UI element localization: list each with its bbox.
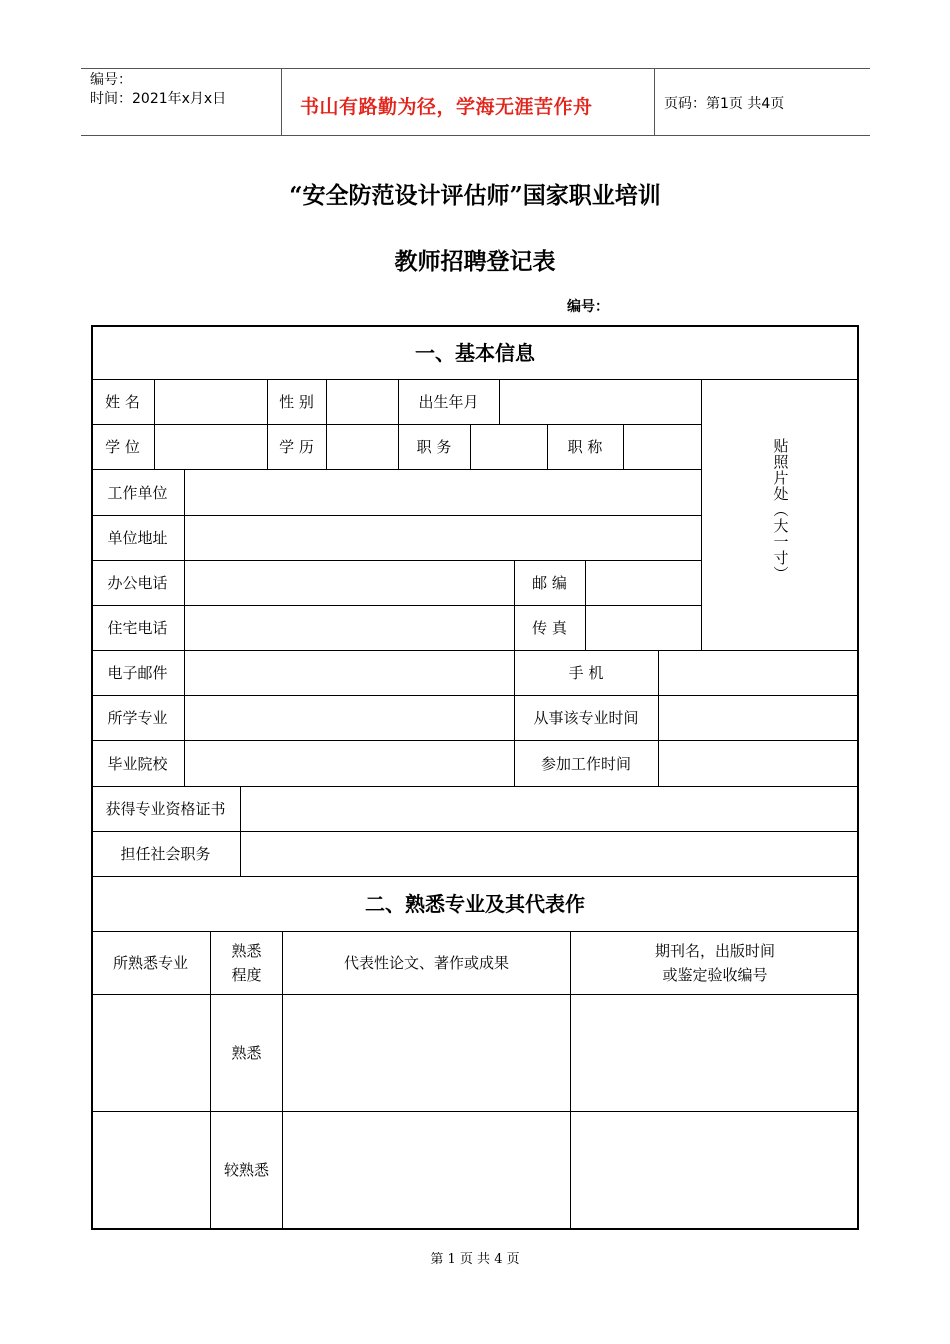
header-divider	[281, 68, 282, 136]
name-field[interactable]	[155, 380, 267, 424]
label-postcode: 邮 编	[532, 574, 567, 592]
header-time-label: 时间：2021年x月x日	[90, 91, 227, 107]
label-major: 所学专业	[107, 709, 168, 727]
gender-field[interactable]	[327, 380, 398, 424]
works-field-row1[interactable]	[283, 995, 570, 1111]
doc-number-label: 编号：	[567, 299, 609, 315]
work-start-field[interactable]	[659, 741, 859, 786]
col-header-publication: 期刊名，出版时间 或鉴定验收编号	[654, 942, 775, 984]
publication-field-row2[interactable]	[571, 1112, 859, 1228]
label-certificates: 获得专业资格证书	[105, 800, 226, 818]
social-roles-field[interactable]	[241, 832, 859, 876]
home-phone-field[interactable]	[185, 606, 514, 650]
mobile-field[interactable]	[659, 651, 859, 695]
birth-field[interactable]	[500, 380, 701, 424]
page-footer: 第 1 页 共 4 页	[430, 1252, 520, 1267]
header-divider	[654, 68, 655, 136]
label-email: 电子邮件	[107, 664, 168, 682]
photo-placeholder	[702, 380, 859, 650]
title-rank-field[interactable]	[624, 425, 701, 469]
label-address: 单位地址	[107, 529, 168, 547]
label-fax: 传 真	[532, 619, 567, 637]
label-birth: 出生年月	[418, 393, 479, 411]
label-education: 学 历	[279, 438, 314, 456]
document-title: “安全防范设计评估师”国家职业培训	[289, 182, 661, 209]
position-field[interactable]	[471, 425, 547, 469]
label-gender: 性 别	[279, 393, 314, 411]
header-number-label: 编号：	[90, 72, 132, 88]
label-title-rank: 职 称	[567, 438, 603, 456]
label-social-roles: 担任社会职务	[120, 845, 211, 863]
major-field[interactable]	[185, 696, 514, 740]
label-employer: 工作单位	[107, 483, 168, 502]
level-fairly-familiar: 较熟悉	[223, 1161, 269, 1179]
header-motto: 书山有路勤为径，学海无涯苦作舟	[300, 96, 593, 118]
employer-field[interactable]	[185, 470, 701, 515]
works-field-row2[interactable]	[283, 1112, 570, 1228]
label-major-years: 从事该专业时间	[533, 709, 639, 727]
label-home-phone: 住宅电话	[107, 619, 168, 637]
fax-field[interactable]	[586, 606, 701, 650]
label-school: 毕业院校	[107, 754, 168, 773]
office-phone-field[interactable]	[185, 561, 514, 605]
major-years-field[interactable]	[659, 696, 859, 740]
email-field[interactable]	[185, 651, 514, 695]
col-header-works: 代表性论文、著作或成果	[343, 954, 509, 972]
header-top-rule	[81, 68, 870, 69]
section-expertise-title: 二、熟悉专业及其代表作	[365, 892, 585, 916]
certificates-field[interactable]	[241, 787, 859, 831]
document-subtitle: 教师招聘登记表	[394, 248, 556, 275]
label-position: 职 务	[416, 438, 452, 456]
education-field[interactable]	[327, 425, 398, 469]
photo-label: 贴照片处（大一寸）	[771, 438, 790, 582]
address-field[interactable]	[185, 516, 701, 560]
degree-field[interactable]	[155, 425, 267, 469]
major-field-row1[interactable]	[91, 995, 210, 1111]
school-field[interactable]	[185, 741, 514, 786]
level-familiar: 熟悉	[231, 1044, 262, 1062]
col-header-level: 熟悉程度	[231, 942, 262, 984]
section-basic-info-title: 一、基本信息	[415, 341, 535, 365]
label-name: 姓 名	[105, 393, 140, 411]
publication-field-row1[interactable]	[571, 995, 859, 1111]
col-header-major: 所熟悉专业	[112, 954, 188, 972]
label-degree: 学 位	[105, 438, 140, 456]
major-field-row2[interactable]	[91, 1112, 210, 1228]
postcode-field[interactable]	[586, 561, 701, 605]
header-page-label: 页码：第1页 共4页	[664, 96, 785, 112]
header-bottom-rule	[81, 135, 870, 136]
label-office-phone: 办公电话	[107, 574, 168, 592]
label-work-start: 参加工作时间	[540, 754, 631, 773]
label-mobile: 手 机	[568, 664, 604, 682]
